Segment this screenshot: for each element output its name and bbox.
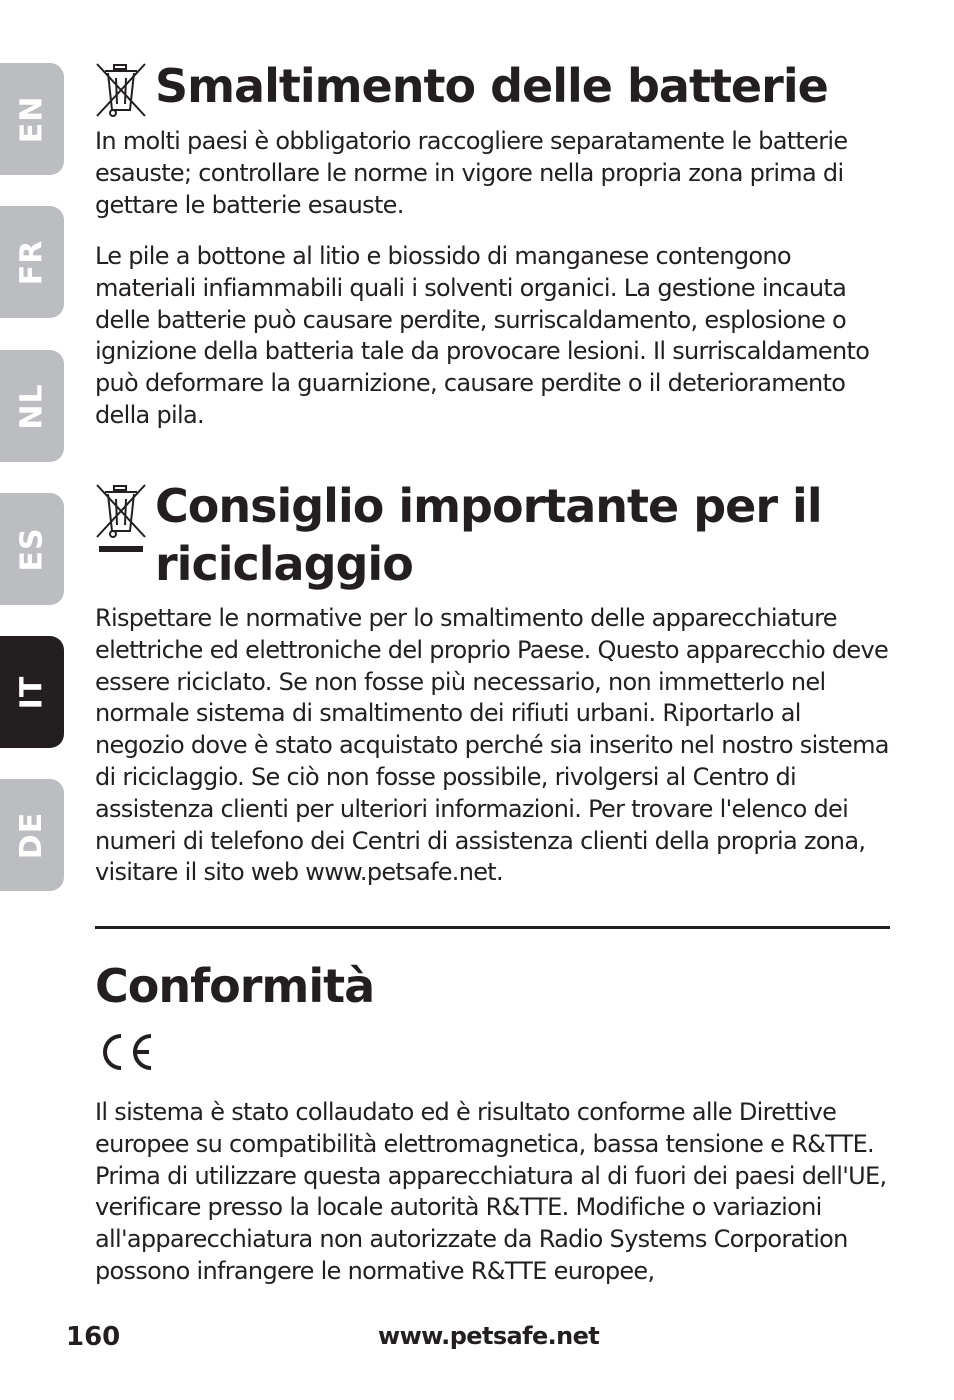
section-divider	[95, 926, 890, 929]
crossed-bin-icon	[95, 483, 147, 555]
disposal-paragraph-2: Le pile a bottone al litio e biossido di manganese contengono materiali infiammabili quali i solventi organici. La gestione incauta delle batterie può causare perdite, surriscaldamento, esplosione o ignizione della batteria tale da provocare lesioni. Il surriscaldamento può deformare la guarnizione, causare perdite o il deterioramento della pila.	[95, 242, 870, 429]
conformity-paragraph: Il sistema è stato collaudato ed è risultato conforme alle Direttive europee su compatibilità elettromagnetica, bassa tensione e R&TTE. Prima di utilizzare questa apparecchiatura al di fuori dei paesi dell'UE, verificare presso la locale autorità R&TTE. Modifiche o variazioni all'apparecchiatura non autorizzate da Radio Systems Corporation possono infrangere le normative R&TTE europee,	[95, 1098, 887, 1285]
tab-label: IT	[14, 675, 50, 709]
footer-url[interactable]: www.petsafe.net	[378, 1322, 600, 1350]
tab-label: NL	[14, 382, 50, 430]
section-title-conformity: Conformità	[95, 959, 375, 1013]
page-number: 160	[66, 1322, 121, 1352]
disposal-paragraph-1: In molti paesi è obbligatorio raccogliere separatamente le batterie esauste; controllare le norme in vigore nella propria zona prima di gettare le batterie esauste.	[95, 127, 848, 219]
ce-mark-icon	[95, 1032, 153, 1072]
section-title-recycling: Consiglio importante per il riciclaggio	[155, 479, 822, 591]
tab-nl[interactable]	[0, 350, 64, 462]
crossed-bin-icon	[95, 62, 147, 118]
section-title-disposal: Smaltimento delle batterie	[155, 59, 828, 113]
tab-label: EN	[14, 95, 50, 143]
tab-label: FR	[14, 239, 50, 285]
recycling-paragraph: Rispettare le normative per lo smaltimento delle apparecchiature elettriche ed elettroniche del proprio Paese. Questo apparecchio deve essere riciclato. Se non fosse più necessario, non immetterlo nel normale sistema di smaltimento dei rifiuti urbani. Riportarlo al negozio dove è stato acquistato perché sia inserito nel nostro sistema di riciclaggio. Se ciò non fosse possibile, rivolgersi al Centro di assistenza clienti per ulteriori informazioni. Per trovare l'elenco dei numeri di telefono dei Centri di assistenza clienti della propria zona, visitare il sito web www.petsafe.net.	[95, 604, 889, 887]
tab-es[interactable]	[0, 493, 64, 605]
tab-label: ES	[14, 526, 50, 572]
tab-it[interactable]	[0, 636, 64, 748]
tab-fr[interactable]	[0, 206, 64, 318]
tab-label: DE	[14, 811, 50, 859]
tab-de[interactable]	[0, 779, 64, 891]
tab-en[interactable]	[0, 63, 64, 175]
